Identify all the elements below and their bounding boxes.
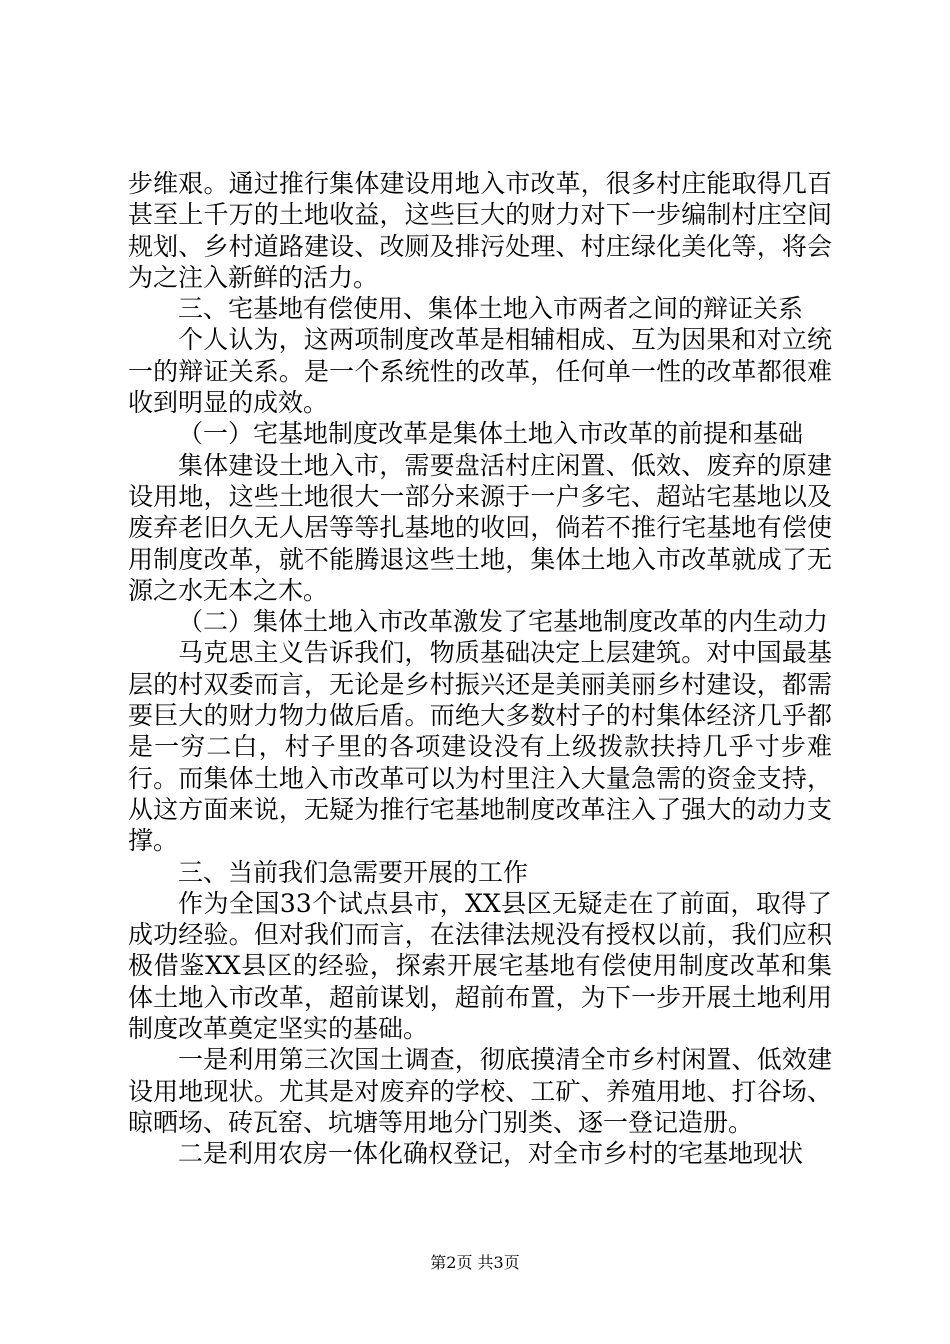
document-body [128,168,832,1170]
paragraph-1: 步维艰。通过推行集体建设用地入市改革，很多村庄能取得几百甚至上千万的土地收益，这些巨大的财力对下一步编制村庄空间规划、乡村道路建设、改厕及排污处理、村庄绿化美化等，将会为之注入新鲜的活力。 [128,169,832,292]
paragraph-6: 一是利用第三次国土调查，彻底摸清全市乡村闲置、低效建设用地现状。尤其是对废弃的学校、工矿、养殖用地、打谷场、晾晒场、砖瓦窑、坑塘等用地分门别类、逐一登记造册。 [128,1045,832,1137]
subheading-2: （二）集体土地入市改革激发了宅基地制度改革的内生动力 [178,607,829,637]
heading-section-3-relation: 三、宅基地有偿使用、集体土地入市两者之间的辩证关系 [178,294,804,324]
paragraph-2: 个人认为，这两项制度改革是相辅相成、互为因果和对立统一的辩证关系。是一个系统性的改革，任何单一性的改革都很难收到明显的成效。 [128,325,832,418]
paragraph-4: 马克思主义告诉我们，物质基础决定上层建筑。对中国最基层的村双委而言，无论是乡村振兴还是美丽美丽乡村建设，都需要巨大的财力物力做后盾。而绝大多数村子的村集体经济几乎都是一穷二白，村子里的各项建设没有上级拨款扶持几乎寸步难行。而集体土地入市改革可以为村里注入大量急需的资金支持，从这方面来说，无疑为推行宅基地制度改革注入了强大的动力支撑。 [128,638,832,856]
paragraph-3: 集体建设土地入市，需要盘活村庄闲置、低效、废弃的原建设用地，这些土地很大一部分来源于一户多宅、超站宅基地以及废弃老旧久无人居等等扎基地的收回，倘若不推行宅基地有偿使用制度改革，就不能腾退这些土地，集体土地入市改革就成了无源之水无本之木。 [128,450,832,605]
heading-section-3-work: 三、当前我们急需要开展的工作 [178,857,529,887]
paragraph-7: 二是利用农房一体化确权登记，对全市乡村的宅基地现状 [178,1139,804,1169]
subheading-1: （一）宅基地制度改革是集体土地入市改革的前提和基础 [178,419,804,449]
paragraph-5: 作为全国33个试点县市，XX县区无疑走在了前面，取得了成功经验。但对我们而言，在法律法规没有授权以前，我们应积极借鉴XX县区的经验，探索开展宅基地有偿使用制度改革和集体土地入市改革，超前谋划，超前布置，为下一步开展土地利用制度改革奠定坚实的基础。 [128,888,832,1044]
page-footer: 第2页 共3页 [430,1253,520,1272]
